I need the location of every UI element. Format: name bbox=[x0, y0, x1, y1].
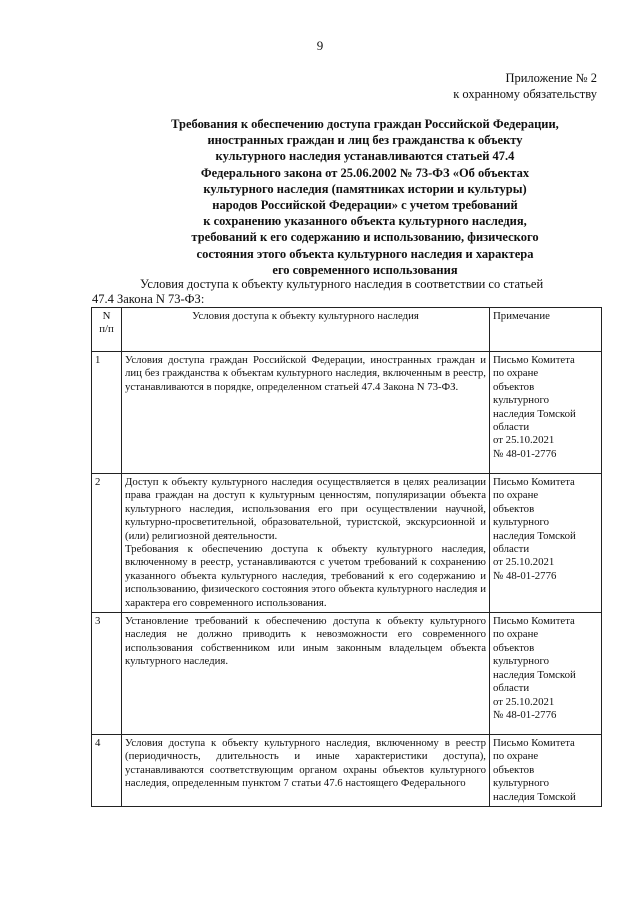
appendix-header bbox=[453, 70, 597, 102]
table-header-row bbox=[92, 308, 602, 352]
appendix-subtitle: к охранному обязательству bbox=[453, 87, 597, 101]
row-condition: Доступ к объекту культурного наследия осуществляется в целях реализации права граждан на доступ к культурным ценностям, популяризации объекта культурного наследия, использования его при осуществлении научной, культурно-просветительной, образовательной, туристской, экскурсионной и (или) религиозной деятельности. Требования к обеспечению доступа к объекту культурного наследия, включенному в реестр, устанавливаются с учетом требований к сохранению указанного объекта культурного наследия, требований к его содержанию и использованию, физического состояния этого объекта культурного наследия и характера его современного использования. bbox=[122, 474, 490, 613]
row-number: 1 bbox=[92, 352, 122, 474]
document-title bbox=[130, 116, 600, 278]
intro-paragraph bbox=[92, 277, 600, 307]
title-line: состояния этого объекта культурного наследия и характера bbox=[196, 246, 534, 261]
page-number: 9 bbox=[316, 38, 324, 53]
title-line: народов Российской Федерации» с учетом требований bbox=[212, 198, 518, 213]
table-row bbox=[92, 352, 602, 474]
intro-line: 47.4 Закона N 73-ФЗ: bbox=[92, 292, 205, 306]
title-line: к сохранению указанного объекта культурного наследия, bbox=[203, 214, 527, 229]
title-line: культурного наследия (памятниках истории и культуры) bbox=[203, 181, 527, 196]
table-row bbox=[92, 735, 602, 807]
header-condition: Условия доступа к объекту культурного наследия bbox=[122, 308, 490, 352]
row-condition: Условия доступа граждан Российской Федерации, иностранных граждан и лиц без гражданства к объектам культурного наследия, включенным в реестр, устанавливаются в порядке, определенном статьей 47.4 Закона N 73-ФЗ. bbox=[122, 352, 490, 474]
title-line: Требования к обеспечению доступа граждан Российской Федерации, bbox=[171, 117, 559, 131]
row-number: 3 bbox=[92, 613, 122, 735]
row-condition: Условия доступа к объекту культурного наследия, включенному в реестр (периодичность, длительность и иные характеристики доступа), устанавливаются соответствующим органом охраны объектов культурного наследия, определенным пунктом 7 статьи 47.6 настоящего Федерального bbox=[122, 735, 490, 807]
row-note: Письмо Комитета по охране объектов культурного наследия Томской области от 25.10.2021 № 48-01-2776 bbox=[490, 613, 602, 735]
row-note: Письмо Комитета по охране объектов культурного наследия Томской области от 25.10.2021 № 48-01-2776 bbox=[490, 474, 602, 613]
header-note: Примечание bbox=[490, 308, 602, 352]
row-number: 4 bbox=[92, 735, 122, 807]
title-line: его современного использования bbox=[272, 262, 458, 277]
title-line: культурного наследия устанавливаются статьей 47.4 bbox=[215, 149, 515, 164]
title-line: иностранных граждан и лиц без гражданства к объекту bbox=[207, 133, 523, 148]
title-line: Федерального закона от 25.06.2002 № 73-ФЗ «Об объектах bbox=[200, 165, 530, 180]
access-conditions-table bbox=[91, 307, 602, 807]
row-note: Письмо Комитета по охране объектов культурного наследия Томской bbox=[490, 735, 602, 807]
table-row bbox=[92, 474, 602, 613]
row-condition: Установление требований к обеспечению доступа к объекту культурного наследия не должно приводить к невозможности его современного использования собственником или иным законным владельцем объекта культурного наследия. bbox=[122, 613, 490, 735]
row-number: 2 bbox=[92, 474, 122, 613]
title-line: требований к его содержанию и использованию, физического bbox=[191, 230, 539, 245]
appendix-title: Приложение № 2 bbox=[505, 71, 597, 85]
header-number: N п/п bbox=[92, 308, 122, 352]
table-row bbox=[92, 613, 602, 735]
row-note: Письмо Комитета по охране объектов культурного наследия Томской области от 25.10.2021 № 48-01-2776 bbox=[490, 352, 602, 474]
intro-line: Условия доступа к объекту культурного наследия в соответствии со статьей bbox=[140, 277, 544, 291]
